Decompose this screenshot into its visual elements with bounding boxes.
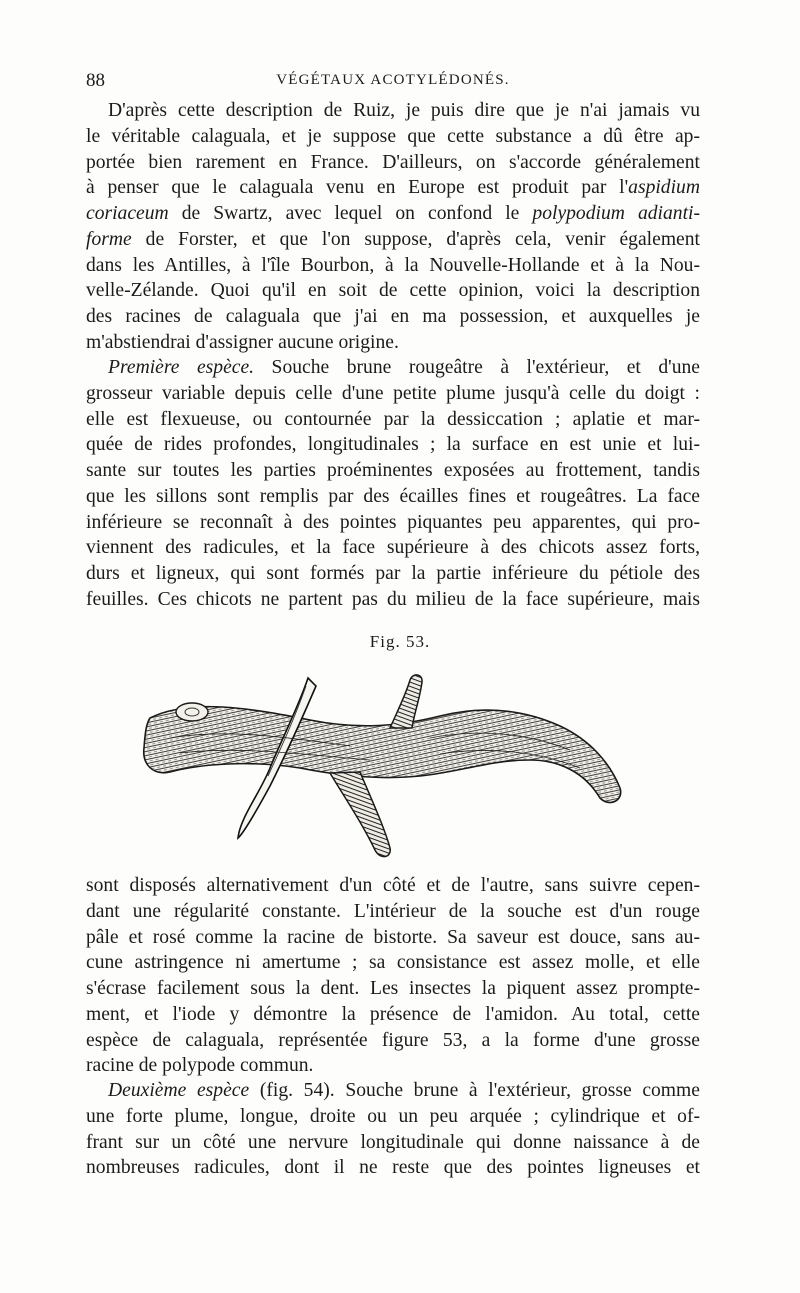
text-run: (fig. 54). Souche brune à l'extérieur, grosse comme xyxy=(249,1080,700,1101)
text-line: viennent des radicules, et la face supérieure à des chicots assez forts, xyxy=(86,537,700,559)
rhizome-engraving xyxy=(130,668,640,868)
text-line: sante sur toutes les parties proéminentes exposées au frottement, tandis xyxy=(86,460,700,481)
text-line xyxy=(86,227,700,253)
text-line xyxy=(86,175,700,201)
text-line: D'après cette description de Ruiz, je puis dire que je n'ai jamais vu xyxy=(108,100,700,121)
italic-term: polypodium adianti- xyxy=(532,203,700,224)
figure-caption: Fig. 53. xyxy=(369,632,431,651)
upper-branch xyxy=(390,675,422,728)
text-line: portée bien rarement en France. D'ailleurs, on s'accorde généralement xyxy=(86,151,700,173)
text-line: que les sillons sont remplis par des écailles fines et rougeâtres. La face xyxy=(86,485,700,507)
text-line xyxy=(86,1078,700,1104)
italic-term: forme xyxy=(86,228,132,250)
text-line xyxy=(86,201,700,227)
paragraph-calaguala-origin xyxy=(86,98,700,356)
text-line: s'écrase facilement sous la dent. Les insectes la piquent assez prompte- xyxy=(86,978,700,999)
text-line: feuilles. Ces chicots ne partent pas du milieu de la face supérieure, mais xyxy=(86,588,700,610)
text-line: quée de rides profondes, longitudinales ; la surface en est unie et lui- xyxy=(86,434,700,456)
text-line: cune astringence ni amertume ; sa consistance est assez molle, et elle xyxy=(86,952,700,974)
text-line: espèce de calaguala, représentée figure 53, a la forme d'une grosse xyxy=(86,1029,700,1051)
text-line: des racines de calaguala que j'ai en ma possession, et auxquelles je xyxy=(86,306,700,327)
species-heading: Première espèce. xyxy=(108,357,255,378)
knot xyxy=(176,703,208,721)
text-line: sont disposés alternativement d'un côté et de l'autre, sans suivre cepen- xyxy=(86,875,700,896)
text-line: inférieure se reconnaît à des pointes piquantes peu apparentes, qui pro- xyxy=(86,511,700,533)
text-run: de Forster, et que l'on suppose, d'après cela, venir également xyxy=(131,228,700,250)
text-line: elle est flexueuse, ou contournée par la dessiccation ; aplatie et mar- xyxy=(86,408,700,430)
text-run: à penser que le calaguala venu en Europe est produit par l' xyxy=(86,177,629,199)
italic-term: coriaceum xyxy=(86,203,169,224)
text-run: Souche brune rougeâtre à l'extérieur, et d'une xyxy=(254,357,700,378)
page-number: 88 xyxy=(86,70,105,91)
text-line: dans les Antilles, à l'île Bourbon, à la Nouvelle-Hollande et à la Nou- xyxy=(86,254,700,276)
running-title: VÉGÉTAUX ACOTYLÉDONÉS. xyxy=(276,72,510,88)
lower-branch xyxy=(330,772,390,857)
page-header xyxy=(86,70,700,96)
text-line: une forte plume, longue, droite ou un peu arquée ; cylindrique et of- xyxy=(86,1105,700,1127)
text-line: racine de polypode commun. xyxy=(86,1055,314,1077)
text-line: dant une régularité constante. L'intérieur de la souche est d'un rouge xyxy=(86,900,700,922)
text-line: durs et ligneux, qui sont formés par la partie inférieure du pétiole des xyxy=(86,563,700,584)
text-line: nombreuses radicules, dont il ne reste que des pointes ligneuses et xyxy=(86,1157,700,1179)
paragraph-deuxieme-espece xyxy=(86,1078,700,1181)
text-line: pâle et rosé comme la racine de bistorte. Sa saveur est douce, sans au- xyxy=(86,926,700,948)
paragraph-premiere-espece xyxy=(86,355,700,613)
text-line: ment, et l'iode y démontre la présence de l'amidon. Au total, cette xyxy=(86,1003,700,1025)
paragraph-premiere-espece-suite xyxy=(86,873,700,1079)
italic-term: aspidium xyxy=(628,177,700,199)
text-line: grosseur variable depuis celle d'une petite plume jusqu'à celle du doigt : xyxy=(86,382,700,404)
text-line: m'abstiendrai d'assigner aucune origine. xyxy=(86,331,399,353)
text-line: frant sur un côté une nervure longitudinale qui donne naissance à de xyxy=(86,1131,700,1153)
calaguala-rhizome-illustration xyxy=(130,668,640,868)
text-line: velle-Zélande. Quoi qu'il en soit de cette opinion, voici la description xyxy=(86,280,700,302)
text-line xyxy=(86,355,700,381)
rhizome-body xyxy=(144,707,621,803)
species-heading: Deuxième espèce xyxy=(108,1080,250,1101)
text-run: de Swartz, avec lequel on confond le xyxy=(168,203,533,224)
text-line: le véritable calaguala, et je suppose que cette substance a dû être ap- xyxy=(86,125,700,147)
